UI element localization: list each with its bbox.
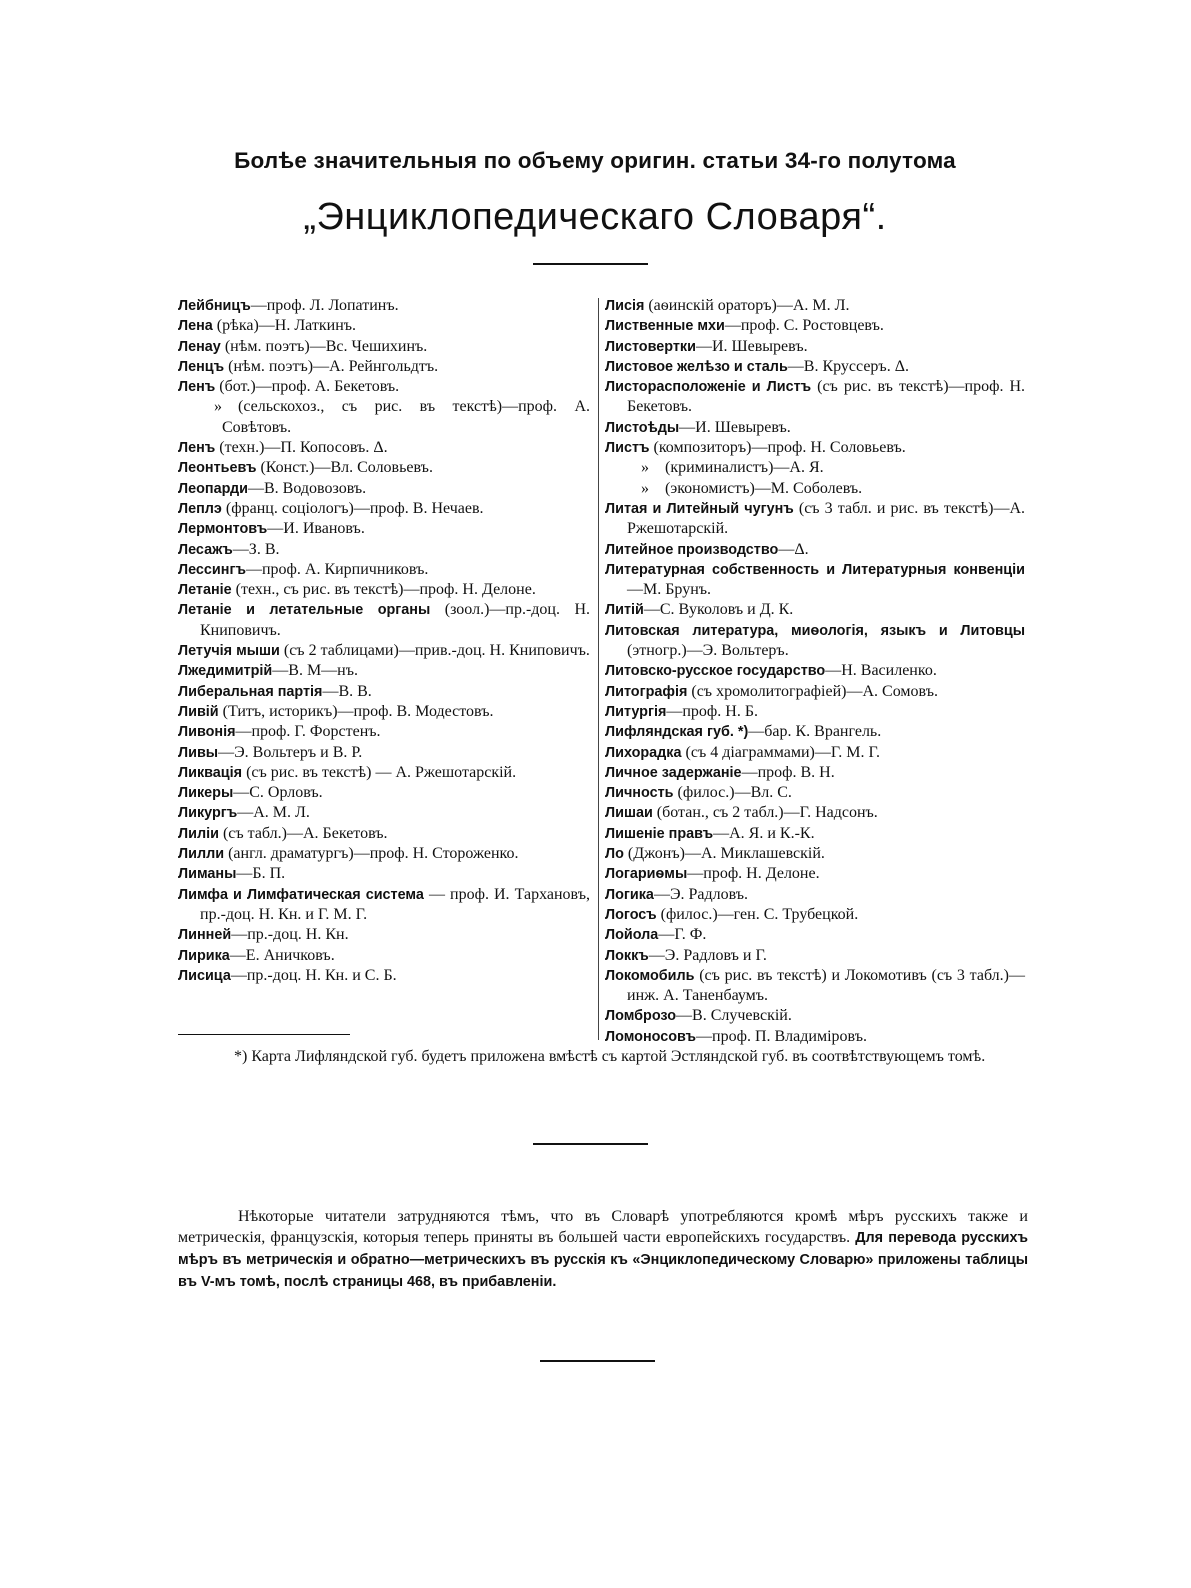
article-entry xyxy=(178,925,590,945)
article-author: (техн.)—П. Копосовъ. Δ. xyxy=(215,439,388,457)
article-author: —И. Шевыревъ. xyxy=(679,418,791,436)
article-entry xyxy=(605,540,1025,560)
article-author: —Г. Ф. xyxy=(658,926,707,944)
article-author: (техн., съ рис. въ текстѣ)—проф. Н. Делоне. xyxy=(231,581,536,599)
article-author: (ботан., съ 2 табл.)—Г. Надсонъ. xyxy=(652,804,878,822)
article-author: —проф. Л. Лопатинъ. xyxy=(250,297,399,314)
article-author: (съ рис. въ текстѣ) и Локомотивъ (съ 3 табл.)—инж. А. Таненбаумъ. xyxy=(627,966,1025,1005)
article-author: —проф. С. Ростовцевъ. xyxy=(724,317,884,335)
article-author: (криминалистъ)—А. Я. xyxy=(665,459,824,477)
article-entry xyxy=(178,458,590,478)
article-author: —Э. Вольтеръ и В. Р. xyxy=(218,743,363,761)
article-entry xyxy=(178,540,590,560)
article-entry xyxy=(605,418,1025,438)
article-title: Лейбницъ xyxy=(178,298,251,314)
article-title: Ленцъ xyxy=(178,358,225,375)
article-author: —пр.-доц. Н. Кн. и С. Б. xyxy=(230,966,397,984)
article-author: —Б. П. xyxy=(236,865,286,883)
article-entry xyxy=(178,296,590,316)
article-title: Ло xyxy=(605,846,624,863)
article-entry xyxy=(605,763,1025,783)
article-title: Литературная собственность и Литературныя конвенціи xyxy=(605,561,1025,578)
article-author: (рѣка)—Н. Латкинъ. xyxy=(212,317,357,335)
article-title: Ленау xyxy=(178,338,221,355)
article-author: —В. В. xyxy=(322,682,372,700)
article-entry xyxy=(605,702,1025,722)
article-author: (съ 4 діаграммами)—Г. М. Г. xyxy=(681,743,880,761)
article-title: Лиственные мхи xyxy=(605,318,725,335)
article-author: —проф. Г. Форстенъ. xyxy=(235,723,381,741)
article-entry xyxy=(605,479,1025,499)
ditto-mark: » xyxy=(641,479,649,497)
article-title: Лермонтовъ xyxy=(178,521,268,538)
article-title: Лимфа и Лимфатическая система xyxy=(178,886,424,903)
article-author: —В. Круссеръ. Δ. xyxy=(787,357,909,375)
article-title: Лилли xyxy=(178,846,225,863)
article-title: Литовская литература, миѳологія, языкъ и Литовцы xyxy=(605,622,1025,639)
article-entry xyxy=(605,783,1025,803)
article-title: Линней xyxy=(178,927,232,944)
article-author: —А. М. Л. xyxy=(237,804,310,822)
article-title: Личность xyxy=(605,785,674,802)
page-heading: Болѣе значительныя по объему оригин. статьи 34-го полутома xyxy=(234,148,956,173)
article-title: Либеральная партія xyxy=(178,683,323,700)
article-author: (Джонъ)—А. Миклашевскій. xyxy=(623,845,825,863)
article-author: (композиторъ)—проф. Н. Соловьевъ. xyxy=(649,439,906,457)
article-entry xyxy=(605,1006,1025,1026)
article-title: Ленъ xyxy=(178,440,216,457)
article-entry xyxy=(605,864,1025,884)
column-divider xyxy=(598,298,599,1040)
article-title: Лишаи xyxy=(605,805,653,822)
article-title: Ликургъ xyxy=(178,805,238,822)
article-title: Литая и Литейный чугунъ xyxy=(605,500,794,517)
article-entry xyxy=(605,316,1025,336)
article-author: —проф. А. Кирпичниковъ. xyxy=(245,560,429,578)
article-author: (съ рис. въ текстѣ)—проф. Н. Бекетовъ. xyxy=(627,378,1026,416)
article-author: —Δ. xyxy=(778,540,809,558)
article-title: Листовое желѣзо и сталь xyxy=(605,358,788,375)
article-entry xyxy=(178,946,590,966)
article-title: Литейное производство xyxy=(605,541,779,558)
article-entry xyxy=(178,438,590,458)
article-entry xyxy=(605,357,1025,377)
article-title: Летучія мыши xyxy=(178,643,280,660)
article-author: (нѣм. поэтъ)—Вс. Чешихинъ. xyxy=(220,337,428,355)
article-author: (зоол.)—пр.-доц. Н. Книповичъ. xyxy=(200,601,590,639)
article-entry xyxy=(178,316,590,336)
article-author: (Конст.)—Вл. Соловьевъ. xyxy=(256,459,433,477)
article-entry xyxy=(605,661,1025,681)
article-author: —А. Я. и К.-К. xyxy=(713,824,815,842)
article-author: — проф. И. Тархановъ, пр.-доц. Н. Кн. и Г. М. Г. xyxy=(200,885,590,923)
article-entry xyxy=(605,560,1025,601)
article-author: —Э. Радловъ и Г. xyxy=(648,946,767,964)
article-title: Листъ xyxy=(605,440,650,457)
left-article-column xyxy=(178,296,590,986)
article-entry xyxy=(605,844,1025,864)
article-entry xyxy=(178,479,590,499)
article-entry xyxy=(605,337,1025,357)
footnote-rule xyxy=(178,1034,350,1035)
article-author: (франц. соціологъ)—проф. В. Нечаев. xyxy=(221,499,484,517)
article-author: —проф. Н. Б. xyxy=(666,702,759,720)
article-entry xyxy=(605,1027,1025,1047)
article-author: —З. В. xyxy=(232,540,280,558)
article-title: Лессингъ xyxy=(178,561,246,578)
article-entry xyxy=(605,600,1025,620)
article-entry xyxy=(605,803,1025,823)
article-title: Лихорадка xyxy=(605,744,682,761)
article-author: —С. Орловъ. xyxy=(233,784,323,802)
article-author: (филос.)—ген. С. Трубецкой. xyxy=(656,905,859,923)
article-title: Локомобиль xyxy=(605,967,695,984)
article-entry xyxy=(605,438,1025,458)
article-entry xyxy=(605,824,1025,844)
article-entry xyxy=(178,743,590,763)
article-author: (аѳинскій ораторъ)—А. М. Л. xyxy=(644,297,850,314)
article-entry xyxy=(605,377,1025,418)
article-author: (сельскохоз., съ рис. въ текстѣ)—проф. А. Совѣтовъ. xyxy=(222,398,590,436)
article-entry xyxy=(605,966,1025,1007)
article-title: Ликвація xyxy=(178,764,243,781)
article-title: Леопарди xyxy=(178,480,248,497)
article-author: (съ табл.)—А. Бекетовъ. xyxy=(218,824,388,842)
article-title: Литографія xyxy=(605,683,688,700)
article-author: —Н. Василенко. xyxy=(825,662,937,680)
footnote: *) Карта Лифляндской губ. будетъ приложена вмѣстѣ съ картой Эстляндской губ. въ соотвѣтствующемъ томѣ. xyxy=(234,1048,986,1065)
article-title: Лена xyxy=(178,318,213,335)
article-author: —бар. К. Врангель. xyxy=(748,723,882,741)
article-author: (нѣм. поэтъ)—А. Рейнгольдтъ. xyxy=(224,357,439,375)
article-author: (Титъ, историкъ)—проф. В. Модестовъ. xyxy=(218,702,494,720)
article-title: Ликеры xyxy=(178,785,234,802)
article-entry xyxy=(178,722,590,742)
article-entry xyxy=(605,296,1025,316)
article-entry xyxy=(178,783,590,803)
article-entry xyxy=(178,519,590,539)
article-entry xyxy=(605,722,1025,742)
article-entry xyxy=(178,600,590,641)
article-title: Листорасположеніе и Листъ xyxy=(605,379,812,396)
article-author: —проф. Н. Делоне. xyxy=(687,865,820,883)
article-title: Лиманы xyxy=(178,866,237,883)
article-title: Лойола xyxy=(605,927,659,944)
article-title: Логика xyxy=(605,886,654,903)
article-title: Ливій xyxy=(178,703,219,720)
article-entry xyxy=(605,682,1025,702)
article-title: Летаніе и летательные органы xyxy=(178,602,431,619)
article-entry xyxy=(178,864,590,884)
article-entry xyxy=(605,885,1025,905)
article-entry xyxy=(605,946,1025,966)
article-title: Лисія xyxy=(605,298,645,314)
notice-bold-text: Для перевода русскихъ мѣръ въ метрическія и обратно—метрическихъ въ русскія къ «Энциклопедическому Словарю» приложены таблицы въ V-мъ томѣ, послѣ страницы 468, въ прибавленіи. xyxy=(178,1230,1029,1290)
article-entry xyxy=(178,885,590,926)
article-author: (съ 3 табл. и рис. въ текстѣ)—А. Ржешотарскій. xyxy=(627,499,1025,538)
article-title: Лишеніе правъ xyxy=(605,825,714,842)
measures-notice xyxy=(178,1206,1028,1293)
article-entry xyxy=(605,925,1025,945)
article-title: Леплэ xyxy=(178,500,222,517)
article-author: —В. Случевскій. xyxy=(676,1007,792,1025)
article-title: Лифляндская губ. *) xyxy=(605,724,749,741)
article-title: Леонтьевъ xyxy=(178,460,257,477)
article-author: (съ рис. въ текстѣ) — А. Ржешотарскій. xyxy=(242,763,517,781)
article-author: (съ хромолитографіей)—А. Сомовъ. xyxy=(687,682,938,700)
article-entry xyxy=(605,905,1025,925)
article-entry xyxy=(178,499,590,519)
title-rule xyxy=(533,263,648,265)
article-title: Ломоносовъ xyxy=(605,1028,697,1045)
article-author: (англ. драматургъ)—проф. Н. Стороженко. xyxy=(224,845,519,863)
article-entry xyxy=(178,763,590,783)
article-entry xyxy=(605,621,1025,662)
article-author: —Э. Радловъ. xyxy=(653,885,749,903)
article-title: Листоѣды xyxy=(605,419,680,436)
article-entry xyxy=(178,661,590,681)
article-entry xyxy=(178,803,590,823)
article-title: Литовско-русское государство xyxy=(605,663,826,680)
article-author: —И. Шевыревъ. xyxy=(695,337,808,355)
article-entry xyxy=(178,580,590,600)
article-author: —С. Вуколовъ и Д. К. xyxy=(643,601,794,619)
article-entry xyxy=(605,458,1025,478)
article-title: Ливонія xyxy=(178,724,236,741)
article-entry xyxy=(178,357,590,377)
article-author: (экономистъ)—М. Соболевъ. xyxy=(665,479,863,497)
article-title: Лисица xyxy=(178,967,231,984)
bottom-rule xyxy=(540,1360,655,1362)
article-entry xyxy=(178,702,590,722)
article-entry xyxy=(605,743,1025,763)
article-author: —Е. Аничковъ. xyxy=(229,946,335,964)
article-title: Ломброзо xyxy=(605,1008,677,1025)
article-entry xyxy=(178,337,590,357)
article-title: Логосъ xyxy=(605,906,657,923)
article-author: —пр.-доц. Н. Кн. xyxy=(231,926,349,944)
article-title: Ливы xyxy=(178,744,219,761)
article-author: —М. Брунъ. xyxy=(627,581,712,599)
page-title: „Энциклопедическаго Словаря“. xyxy=(303,196,887,238)
article-entry xyxy=(178,966,590,986)
article-author: (филос.)—Вл. С. xyxy=(673,784,792,802)
section-rule xyxy=(533,1143,648,1145)
article-title: Лирика xyxy=(178,947,230,964)
article-title: Литій xyxy=(605,602,644,619)
article-title: Локкъ xyxy=(605,947,649,964)
right-article-column xyxy=(605,296,1025,1047)
ditto-mark: » xyxy=(641,459,649,477)
article-author: —проф. В. Н. xyxy=(741,763,835,781)
article-title: Лесажъ xyxy=(178,541,233,558)
article-title: Лжедимитрій xyxy=(178,663,273,680)
article-author: (этногр.)—Э. Вольтеръ. xyxy=(627,642,789,660)
article-title: Личное задержаніе xyxy=(605,764,742,781)
notice-plain-text: Нѣкоторые читатели затрудняются тѣмъ, что въ Словарѣ употребляются кромѣ мѣръ русскихъ также и метрическія, французскія, которыя теперь приняты въ большей части европейскихъ государствъ. xyxy=(178,1208,1028,1246)
article-entry xyxy=(605,499,1025,540)
article-author: (бот.)—проф. А. Бекетовъ. xyxy=(215,378,400,396)
article-author: —В. М—нъ. xyxy=(272,662,359,680)
article-entry xyxy=(178,641,590,661)
article-entry xyxy=(178,824,590,844)
article-author: (съ 2 таблицами)—прив.-доц. Н. Книповичъ. xyxy=(279,642,590,660)
article-title: Листовертки xyxy=(605,338,696,355)
article-author: —проф. П. Владиміровъ. xyxy=(696,1027,867,1045)
article-author: —В. Водовозовъ. xyxy=(248,479,367,497)
article-entry xyxy=(178,560,590,580)
article-title: Летаніе xyxy=(178,582,232,599)
article-entry xyxy=(178,682,590,702)
ditto-mark: » xyxy=(214,398,222,416)
article-title: Лиліи xyxy=(178,825,219,842)
article-title: Литургія xyxy=(605,703,667,720)
article-entry xyxy=(178,844,590,864)
article-title: Логариѳмы xyxy=(605,866,688,883)
article-title: Ленъ xyxy=(178,379,216,396)
article-entry xyxy=(178,397,590,438)
article-entry xyxy=(178,377,590,397)
article-author: —И. Ивановъ. xyxy=(267,520,365,538)
